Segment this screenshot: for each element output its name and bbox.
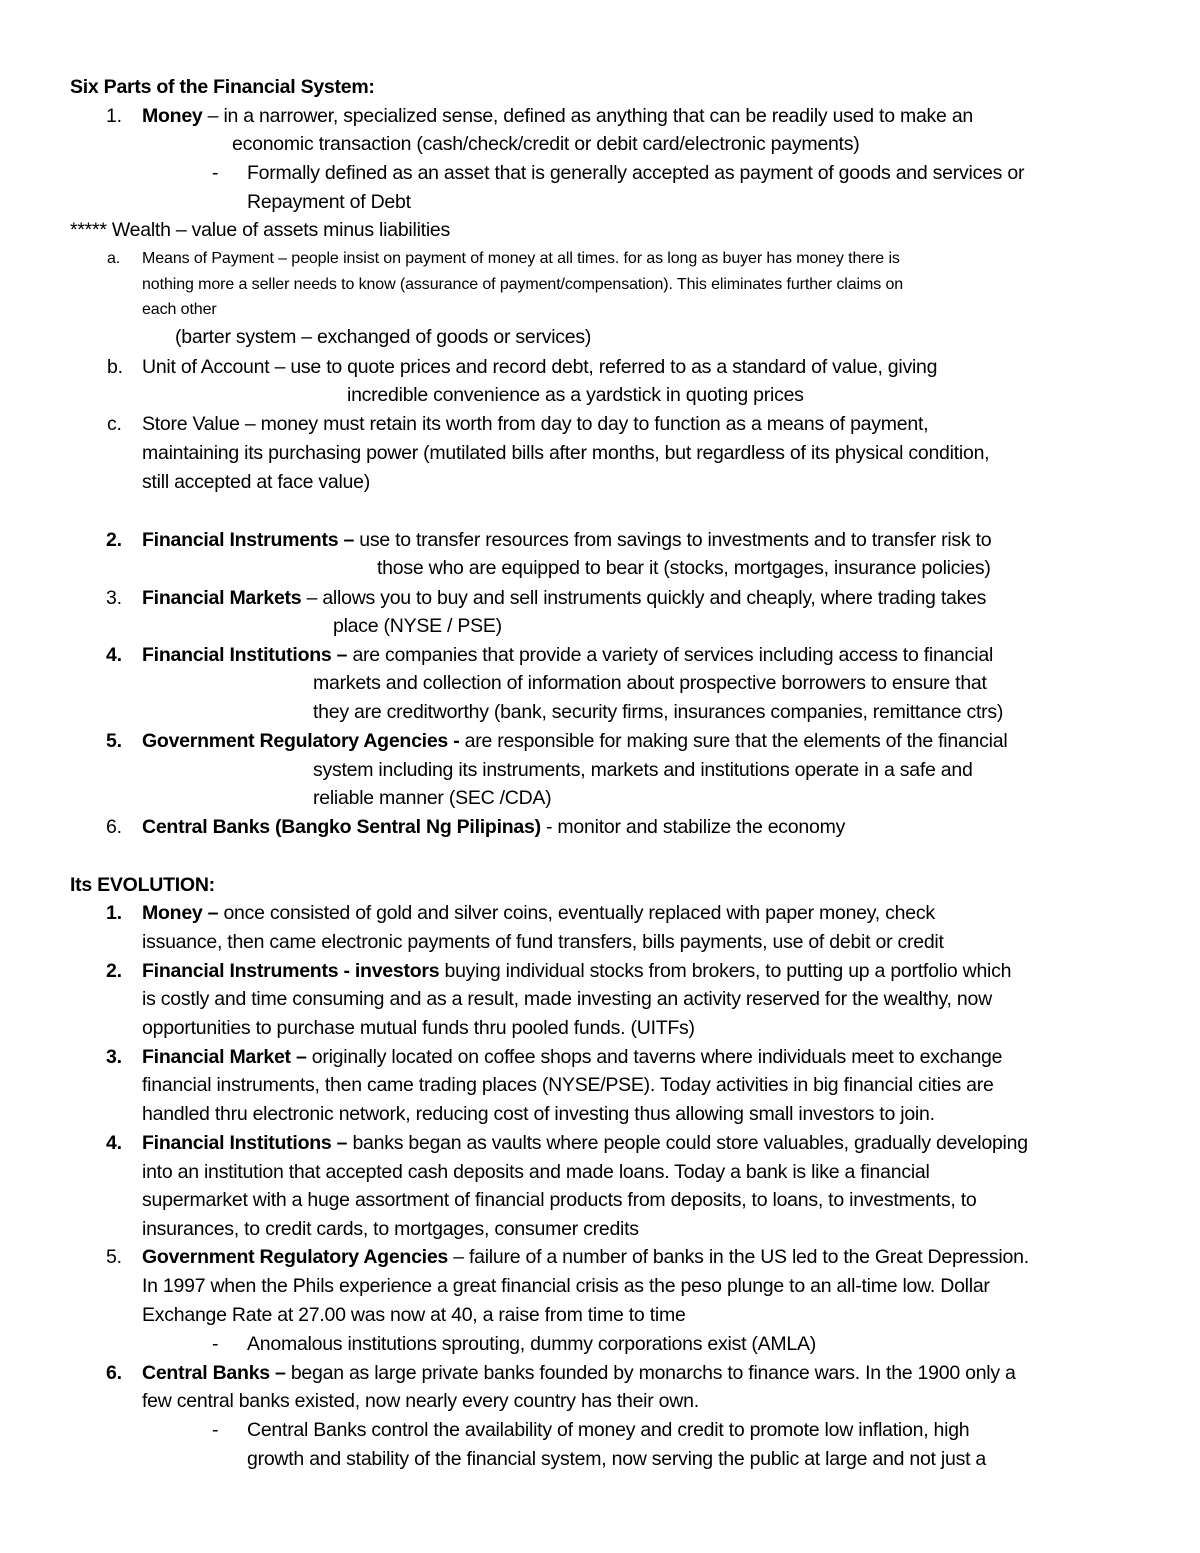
- list-item-continuation: economic transaction (cash/check/credit or debit card/electronic payments): [232, 133, 860, 155]
- list-item: Financial Markets – allows you to buy and sell instruments quickly and cheaply, where trading takes: [142, 587, 987, 609]
- list-number: 4.: [106, 644, 122, 666]
- bullet-marker: -: [212, 162, 219, 184]
- list-item-continuation: few central banks existed, now nearly every country has their own.: [142, 1390, 699, 1412]
- list-item-continuation: they are creditworthy (bank, security firms, insurances companies, remittance ctrs): [313, 701, 1004, 723]
- list-item: Central Banks – began as large private banks founded by monarchs to finance wars. In the 1900 only a: [142, 1362, 1016, 1384]
- section-title: Six Parts of the Financial System:: [70, 76, 375, 98]
- sub-item-continuation: maintaining its purchasing power (mutilated bills after months, but regardless of its physical condition,: [142, 442, 990, 464]
- list-letter: c.: [107, 413, 122, 435]
- list-number: 4.: [106, 1132, 122, 1154]
- sub-item-continuation: still accepted at face value): [142, 471, 370, 493]
- list-item-continuation: is costly and time consuming and as a result, made investing an activity reserved for the wealthy, now: [142, 988, 992, 1010]
- bullet-item: Anomalous institutions sprouting, dummy corporations exist (AMLA): [247, 1333, 816, 1355]
- barter-note: (barter system – exchanged of goods or services): [175, 326, 592, 348]
- sub-item: Means of Payment – people insist on payment of money at all times. for as long as buyer has money there is: [142, 250, 900, 267]
- list-item-continuation: issuance, then came electronic payments of fund transfers, bills payments, use of debit or credit: [142, 931, 944, 953]
- list-item: Money – in a narrower, specialized sense, defined as anything that can be readily used to make an: [142, 105, 974, 127]
- list-item-continuation: handled thru electronic network, reducing cost of investing thus allowing small investors to join.: [142, 1103, 935, 1125]
- list-item-continuation: opportunities to purchase mutual funds thru pooled funds. (UITFs): [142, 1017, 695, 1039]
- list-item-continuation: system including its instruments, markets and institutions operate in a safe and: [313, 759, 973, 781]
- list-letter: b.: [107, 356, 123, 378]
- list-number: 6.: [106, 816, 122, 838]
- bullet-item-continuation: growth and stability of the financial system, now serving the public at large and not just a: [247, 1448, 987, 1470]
- list-number: 6.: [106, 1362, 122, 1384]
- list-number: 3.: [106, 587, 122, 609]
- list-item: Financial Institutions – are companies that provide a variety of services including access to financial: [142, 644, 994, 666]
- list-item: Government Regulatory Agencies – failure of a number of banks in the US led to the Great Depression.: [142, 1246, 1029, 1268]
- list-item: Government Regulatory Agencies - are responsible for making sure that the elements of the financial: [142, 730, 1008, 752]
- list-item: Financial Instruments - investors buying individual stocks from brokers, to putting up a portfolio which: [142, 960, 1012, 982]
- sub-item-continuation: nothing more a seller needs to know (assurance of payment/compensation). This eliminates further claims on: [142, 276, 904, 293]
- list-item-continuation: into an institution that accepted cash deposits and made loans. Today a bank is like a financial: [142, 1161, 930, 1183]
- list-number: 3.: [106, 1046, 122, 1068]
- list-item-continuation: insurances, to credit cards, to mortgages, consumer credits: [142, 1218, 639, 1240]
- list-number: 2.: [106, 960, 122, 982]
- section-title: Its EVOLUTION:: [70, 874, 215, 896]
- sub-item: Unit of Account – use to quote prices and record debt, referred to as a standard of value, giving: [142, 356, 938, 378]
- bullet-item: Formally defined as an asset that is generally accepted as payment of goods and services or: [247, 162, 1025, 184]
- list-item: Central Banks (Bangko Sentral Ng Pilipinas) - monitor and stabilize the economy: [142, 816, 846, 838]
- list-item-continuation: In 1997 when the Phils experience a great financial crisis as the peso plunge to an all-time low. Dollar: [142, 1275, 990, 1297]
- list-item-continuation: financial instruments, then came trading places (NYSE/PSE). Today activities in big financial cities are: [142, 1074, 994, 1096]
- list-item: Financial Market – originally located on coffee shops and taverns where individuals meet to exchange: [142, 1046, 1003, 1068]
- sub-item-continuation: each other: [142, 301, 217, 318]
- list-item-continuation: markets and collection of information about prospective borrowers to ensure that: [313, 672, 987, 694]
- bullet-marker: -: [212, 1333, 219, 1355]
- wealth-note: ***** Wealth – value of assets minus liabilities: [70, 219, 450, 241]
- list-number: 1.: [106, 902, 122, 924]
- list-item-continuation: those who are equipped to bear it (stocks, mortgages, insurance policies): [377, 557, 991, 579]
- list-number: 5.: [106, 730, 122, 752]
- list-number: 1.: [106, 105, 122, 127]
- list-item: Financial Institutions – banks began as vaults where people could store valuables, gradually developing: [142, 1132, 1028, 1154]
- sub-item: Store Value – money must retain its worth from day to day to function as a means of payment,: [142, 413, 929, 435]
- bullet-item-continuation: Repayment of Debt: [247, 191, 411, 213]
- sub-item-continuation: incredible convenience as a yardstick in quoting prices: [347, 384, 804, 406]
- list-item-continuation: Exchange Rate at 27.00 was now at 40, a raise from time to time: [142, 1304, 686, 1326]
- bullet-marker: -: [212, 1419, 219, 1441]
- list-letter: a.: [107, 250, 121, 267]
- list-item-continuation: supermarket with a huge assortment of financial products from deposits, to loans, to investments, to: [142, 1189, 977, 1211]
- list-number: 5.: [106, 1246, 122, 1268]
- list-item: Financial Instruments – use to transfer resources from savings to investments and to transfer risk to: [142, 529, 992, 551]
- list-item: Money – once consisted of gold and silver coins, eventually replaced with paper money, check: [142, 902, 935, 924]
- list-item-continuation: reliable manner (SEC /CDA): [313, 787, 552, 809]
- list-number: 2.: [106, 529, 122, 551]
- bullet-item: Central Banks control the availability of money and credit to promote low inflation, high: [247, 1419, 970, 1441]
- list-item-continuation: place (NYSE / PSE): [333, 615, 502, 637]
